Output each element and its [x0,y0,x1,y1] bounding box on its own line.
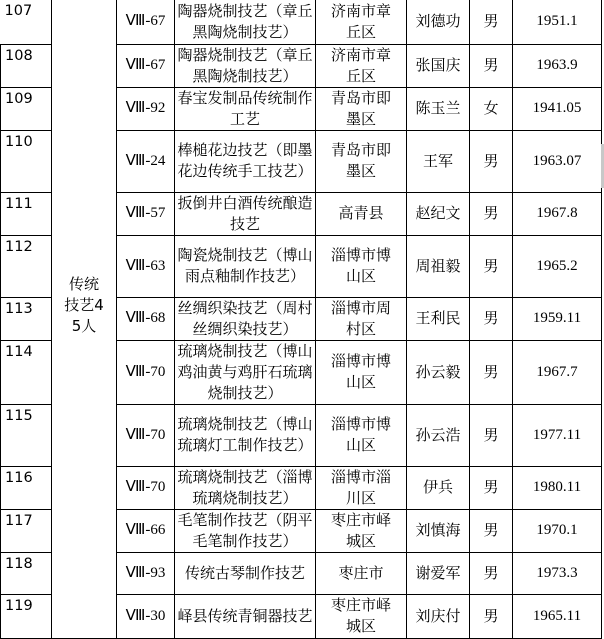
region: 淄博市淄川区 [316,466,407,509]
gender: 男 [470,297,513,340]
project-code: Ⅷ-68 [117,297,175,340]
inheritor-name: 周祖毅 [407,235,470,297]
row-number: 117 [1,509,52,552]
birth-date: 1963.07 [513,130,602,192]
gender: 男 [470,44,513,87]
region: 枣庄市峄城区 [316,594,407,638]
project-code: Ⅷ-93 [117,552,175,594]
project-code: Ⅷ-67 [117,44,175,87]
gender: 男 [470,404,513,466]
region: 青岛市即墨区 [316,87,407,130]
gender: 男 [470,130,513,192]
project-name: 琉璃烧制技艺（博山琉璃灯工制作技艺） [175,404,316,466]
birth-date: 1973.3 [513,552,602,594]
project-name: 扳倒井白酒传统酿造技艺 [175,192,316,235]
inheritor-name: 刘德功 [407,0,470,44]
row-number: 116 [1,466,52,509]
inheritor-name: 王利民 [407,297,470,340]
row-number: 114 [1,340,52,404]
row-number: 109 [1,87,52,130]
table-row [1,0,602,44]
gender: 男 [470,466,513,509]
row-number: 110 [1,130,52,192]
birth-date: 1951.1 [513,0,602,44]
birth-date: 1970.1 [513,509,602,552]
row-number: 108 [1,44,52,87]
row-number: 112 [1,235,52,297]
project-name: 琉璃烧制技艺（淄博琉璃烧制技艺） [175,466,316,509]
project-code: Ⅷ-70 [117,404,175,466]
inheritor-name: 伊兵 [407,466,470,509]
region: 淄博市周村区 [316,297,407,340]
project-name: 陶瓷烧制技艺（博山雨点釉制作技艺） [175,235,316,297]
row-number: 118 [1,552,52,594]
project-name: 传统古琴制作技艺 [175,552,316,594]
gender: 男 [470,340,513,404]
gender: 男 [470,509,513,552]
project-name: 陶器烧制技艺（章丘黑陶烧制技艺） [175,0,316,44]
gender: 女 [470,87,513,130]
region: 枣庄市峄城区 [316,509,407,552]
row-number: 115 [1,404,52,466]
category-cell [52,0,117,638]
project-name: 峄县传统青铜器技艺 [175,594,316,638]
birth-date: 1941.05 [513,87,602,130]
project-name: 琉璃烧制技艺（博山鸡油黄与鸡肝石琉璃烧制技艺） [175,340,316,404]
region: 高青县 [316,192,407,235]
row-number: 119 [1,594,52,638]
region: 枣庄市 [316,552,407,594]
project-code: Ⅷ-92 [117,87,175,130]
project-code: Ⅷ-57 [117,192,175,235]
gender: 男 [470,0,513,44]
row-number: 111 [1,192,52,235]
region: 淄博市博山区 [316,404,407,466]
project-code: Ⅷ-63 [117,235,175,297]
birth-date: 1965.2 [513,235,602,297]
project-name: 毛笔制作技艺（阴平毛笔制作技艺） [175,509,316,552]
table-body [1,0,602,638]
birth-date: 1977.11 [513,404,602,466]
inheritor-name: 孙云浩 [407,404,470,466]
birth-date: 1967.7 [513,340,602,404]
region: 淄博市博山区 [316,235,407,297]
region: 济南市章丘区 [316,44,407,87]
inheritor-name: 赵纪文 [407,192,470,235]
project-code: Ⅷ-67 [117,0,175,44]
region: 青岛市即墨区 [316,130,407,192]
inheritor-name: 王军 [407,130,470,192]
project-name: 陶器烧制技艺（章丘黑陶烧制技艺） [175,44,316,87]
birth-date: 1965.11 [513,594,602,638]
project-code: Ⅷ-24 [117,130,175,192]
gender: 男 [470,552,513,594]
project-code: Ⅷ-66 [117,509,175,552]
inheritor-name: 刘慎海 [407,509,470,552]
row-number: 107 [1,0,52,44]
region: 济南市章丘区 [316,0,407,44]
project-name: 春宝发制品传统制作工艺 [175,87,316,130]
birth-date: 1967.8 [513,192,602,235]
project-name: 棒槌花边技艺（即墨花边传统手工技艺） [175,130,316,192]
project-name: 丝绸织染技艺（周村丝绸织染技艺） [175,297,316,340]
category-label: 传统技艺45人 [64,275,104,336]
gender: 男 [470,594,513,638]
gender: 男 [470,192,513,235]
gender: 男 [470,235,513,297]
inheritor-name: 孙云毅 [407,340,470,404]
inheritor-name: 谢爱军 [407,552,470,594]
row-number: 113 [1,297,52,340]
birth-date: 1980.11 [513,466,602,509]
inheritor-name: 张国庆 [407,44,470,87]
birth-date: 1959.11 [513,297,602,340]
birth-date: 1963.9 [513,44,602,87]
project-code: Ⅷ-30 [117,594,175,638]
project-code: Ⅷ-70 [117,466,175,509]
inheritor-name: 陈玉兰 [407,87,470,130]
region: 淄博市博山区 [316,340,407,404]
project-code: Ⅷ-70 [117,340,175,404]
inheritor-name: 刘庆付 [407,594,470,638]
